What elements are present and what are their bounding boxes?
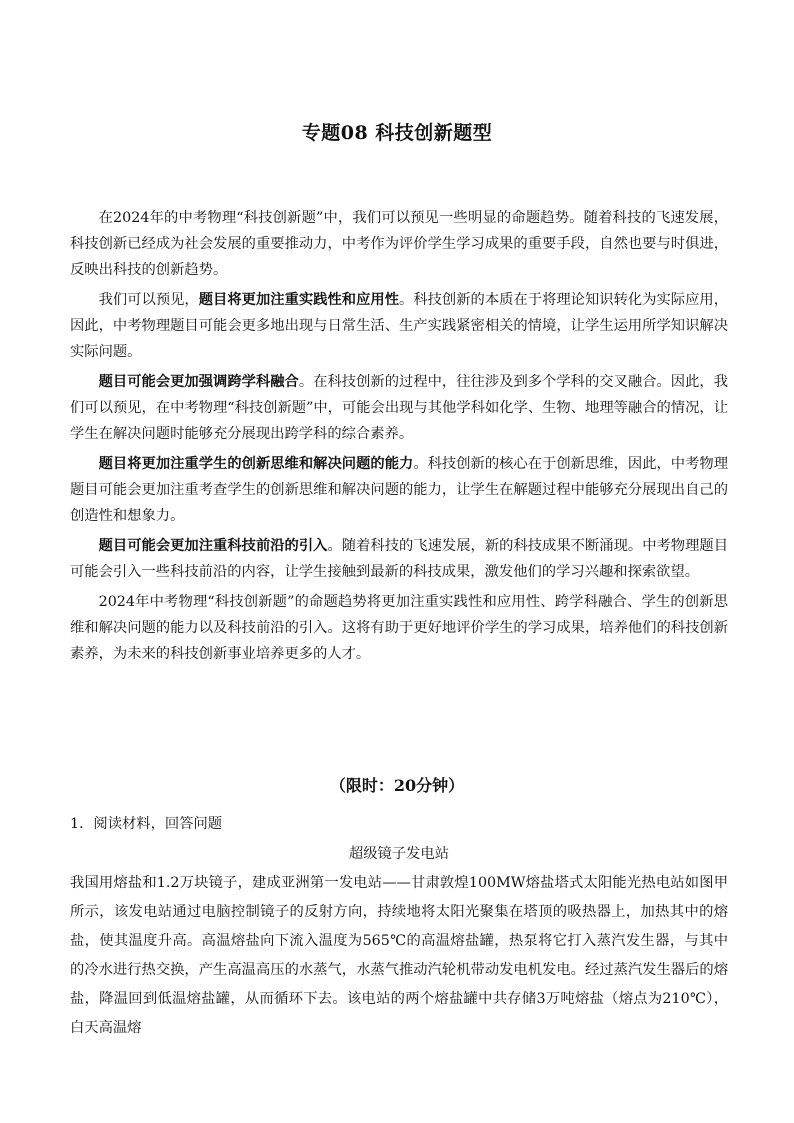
intro-paragraph-1 — [70, 205, 728, 283]
question-1-material-title: 超级镜子发电站 — [348, 846, 450, 862]
intro-p1-text: 在2024年的中考物理“科技创新题”中，我们可以预见一些明显的命题趋势。随着科技的飞速发展，科技创新已经成为社会发展的重要推动力，中考作为评价学生学习成果的重要手段，自然也要与时俱进，反映出科技的创新趋势。 — [70, 210, 728, 278]
intro-p5-emphasis: 题目可能会更加注重科技前沿的引入 — [98, 538, 328, 554]
intro-p6-text: 2024年中考物理“科技创新题”的命题趋势将更加注重实践性和应用性、跨学科融合、学生的创新思维和解决问题的能力以及科技前沿的引入。这将有助于更好地评价学生的学习成果，培养他们的科技创新素养，为未来的科技创新事业培养更多的人才。 — [70, 594, 728, 662]
intro-p2-prefix: 我们可以预见， — [98, 292, 199, 308]
intro-paragraph-3 — [70, 369, 728, 447]
intro-p2-text: 。科技创新的本质在于将理论知识转化为实际应用，因此，中考物理题目可能会更多地出现与日常生活、生产实践紧密相关的情境，让学生运用所学知识解决实际问题。 — [70, 292, 729, 360]
intro-paragraph-4 — [70, 451, 728, 529]
intro-section — [70, 205, 728, 671]
intro-paragraph-2 — [70, 287, 728, 365]
question-1-heading: 1．阅读材料，回答问题 — [70, 816, 223, 832]
intro-p4-text: 。科技创新的核心在于创新思维，因此，中考物理题目可能会更加注重考查学生的创新思维和解决问题的能力，让学生在解题过程中能够充分展现出自己的创造性和想象力。 — [70, 456, 729, 524]
intro-p2-emphasis: 题目将更加注重实践性和应用性 — [198, 292, 400, 308]
intro-paragraph-5 — [70, 533, 728, 585]
intro-p5-text: 。随着科技的飞速发展，新的科技成果不断涌现。中考物理题目可能会引入一些科技前沿的内容，让学生接触到最新的科技成果，激发他们的学习兴趣和探索欲望。 — [70, 538, 729, 580]
intro-p4-emphasis: 题目将更加注重学生的创新思维和解决问题的能力 — [98, 456, 414, 472]
time-limit-heading: （限时：20分钟） — [329, 776, 465, 795]
question-1 — [70, 811, 728, 1043]
intro-p3-emphasis: 题目可能会更加强调跨学科融合 — [98, 374, 299, 390]
intro-p3-text: 。在科技创新的过程中，往往涉及到多个学科的交叉融合。因此，我们可以预见，在中考物理“科技创新题”中，可能会出现与其他学科如化学、生物、地理等融合的情况，让学生在解决问题时能够充分展现出跨学科的综合素养。 — [70, 374, 729, 442]
page-title: 专题08 科技创新题型 — [301, 122, 493, 144]
intro-paragraph-6 — [70, 589, 728, 667]
question-1-material-text: 我国用熔盐和1.2万块镜子，建成亚洲第一发电站——甘肃敦煌100MW熔盐塔式太阳能光热电站如图甲所示，该发电站通过电脑控制镜子的反射方向，持续地将太阳光聚集在塔顶的吸热器上，加热其中的熔盐，使其温度升高。高温熔盐向下流入温度为565℃的高温熔盐罐，热泵将它打入蒸汽发生器，与其中的冷水进行热交换，产生高温高压的水蒸气，水蒸气推动汽轮机带动发电机发电。经过蒸汽发生器后的熔盐，降温回到低温熔盐罐，从而循环下去。该电站的两个熔盐罐中共存储3万吨熔盐（熔点为210℃），白天高温熔 — [70, 875, 728, 1036]
